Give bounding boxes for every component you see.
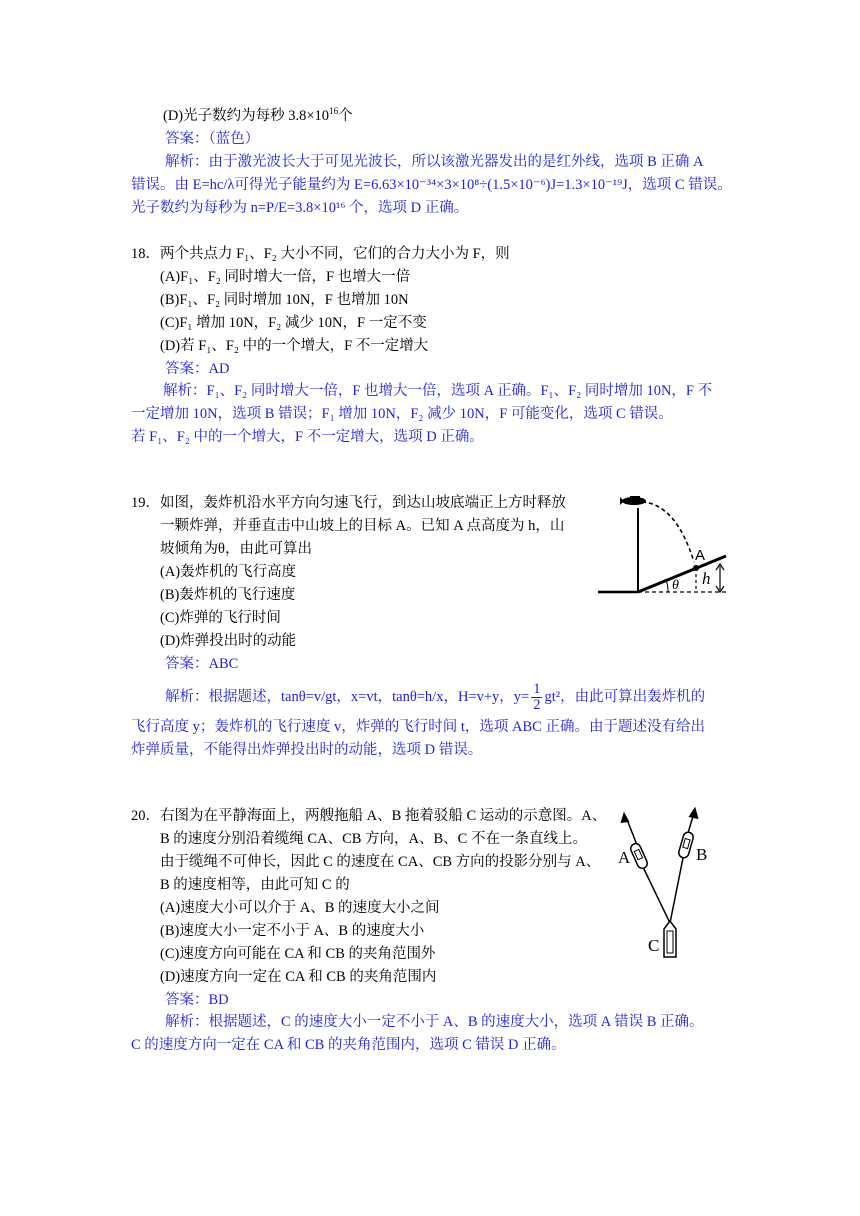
one-half-fraction: $\frac{1}{2}$ [533,681,541,714]
q20-stem-1: 20．右图为在平静海面上，两艘拖船 A、B 拖着驳船 C 运动的示意图。A、 [131,808,607,824]
label-a: A [695,547,706,564]
q20-option-b: (B)速度大小一定不小于 A、B 的速度大小 [160,923,425,939]
q20-option-a: (A)速度大小可以介于 A、B 的速度大小之间 [160,900,440,916]
cable-ca [642,865,670,923]
cable-cb [670,853,684,923]
q20-answer: 答案：BD [165,992,229,1008]
barge-c-icon [664,921,676,957]
q19-explanation-3: 炸弹质量，不能得出炸弹投出时的动能，选项 D 错误。 [131,742,483,758]
q19-option-b: (B)轰炸机的飞行速度 [160,587,296,603]
q20-explanation-2: C 的速度方向一定在 CA 和 CB 的夹角范围内，选项 C 错误 D 正确。 [131,1037,566,1053]
q18-option-a: (A)F₁、F₂ 同时增大一倍，F 也增大一倍 [160,269,411,285]
q19-explanation-1: 解析：根据题述，tanθ=v/gt，x=vt，tanθ=h/x，H=v+y，y= $\frac{1}{2}$ gt²，由此可算出轰炸机的 [165,681,706,714]
bomber-slope-figure [596,490,736,600]
trajectory-dashed [642,502,694,562]
label-h: h [702,569,711,588]
q20-stem-4: B 的速度相等，由此可知 C 的 [160,877,350,893]
q17-option-d: (D)光子数约为每秒 $3.8\times 10^{16}$个 [163,106,353,124]
tugboats-figure [612,805,722,965]
target-point [693,565,699,571]
q19-option-d: (D)炸弹投出时的动能 [160,633,297,649]
q18-option-b: (B)F₁、F₂ 同时增加 10N，F 也增加 10N [160,292,409,308]
bomber-icon [620,496,646,505]
label-theta: θ [672,578,679,593]
q18-option-c: (C)F₁ 增加 10N，F₂ 减少 10N，F 一定不变 [160,315,427,331]
q20-option-d: (D)速度方向一定在 CA 和 CB 的夹角范围内 [160,969,437,985]
slope-line [638,556,726,592]
q19-option-a: (A)轰炸机的飞行高度 [160,564,297,580]
q20-explanation-1: 解析：根据题述，C 的速度大小一定不小于 A、B 的速度大小，选项 A 错误 B 正确。 [165,1014,704,1030]
q19-stem-3: 坡倾角为θ，由此可算出 [160,541,312,557]
q19-stem-1: 19．如图，轰炸机沿水平方向匀速飞行，到达山坡底端正上方时释放 [131,495,566,511]
boat-b-icon [678,831,695,859]
q18-explanation-3: 若 F₁、F₂ 中的一个增大，F 不一定增大，选项 D 正确。 [131,429,484,445]
q18-option-d: (D)若 F₁、F₂ 中的一个增大，F 不一定增大 [160,338,429,354]
q19-option-c: (C)炸弹的飞行时间 [160,610,281,626]
q17-explanation-1: 解析：由于激光波长大于可见光波长，所以该激光器发出的是红外线，选项 B 正确 A [165,154,704,170]
q19-stem-2: 一颗炸弹，并垂直击中山坡上的目标 A。已知 A 点高度为 h，山 [160,518,565,534]
boat-a-icon [629,842,649,870]
q17-explanation-2: 错误。由 E=hc/λ可得光子能量约为 E=6.63×10⁻³⁴×3×10⁸÷(1.5×10⁻⁶)J=1.3×10⁻¹⁹J，选项 C 错误。 [131,177,732,193]
q18-stem: 18．两个共点力 F₁、F₂ 大小不同，它们的合力大小为 F，则 [131,246,510,262]
q19-answer: 答案：ABC [165,656,239,672]
q20-stem-3: 由于缆绳不可伸长，因此 C 的速度在 CA、CB 方向的投影分别与 A、 [160,854,601,870]
angle-arc [666,580,668,592]
q18-answer: 答案：AD [165,361,230,377]
q17-explanation-3: 光子数约为每秒为 n=P/E=3.8×10¹⁶ 个，选项 D 正确。 [131,200,469,216]
q20-option-c: (C)速度方向可能在 CA 和 CB 的夹角范围外 [160,946,436,962]
q18-explanation-1: 解析：F₁、F₂ 同时增大一倍，F 也增大一倍，选项 A 正确。F₁、F₂ 同时增加 10N，F 不 [163,383,713,399]
label-c: C [648,936,660,955]
q18-explanation-2: 一定增加 10N，选项 B 错误；F₁ 增加 10N，F₂ 减少 10N，F 可能变化，选项 C 错误。 [131,406,673,422]
q19-explanation-2: 飞行高度 y；轰炸机的飞行速度 v，炸弹的飞行时间 t，选项 ABC 正确。由于题述没有给出 [131,719,705,735]
label-b: B [696,845,708,864]
q17-answer: 答案：（蓝色） [165,131,260,147]
label-a: A [618,848,631,867]
q20-stem-2: B 的速度分别沿着缆绳 CA、CB 方向，A、B、C 不在一条直线上。 [160,831,587,847]
